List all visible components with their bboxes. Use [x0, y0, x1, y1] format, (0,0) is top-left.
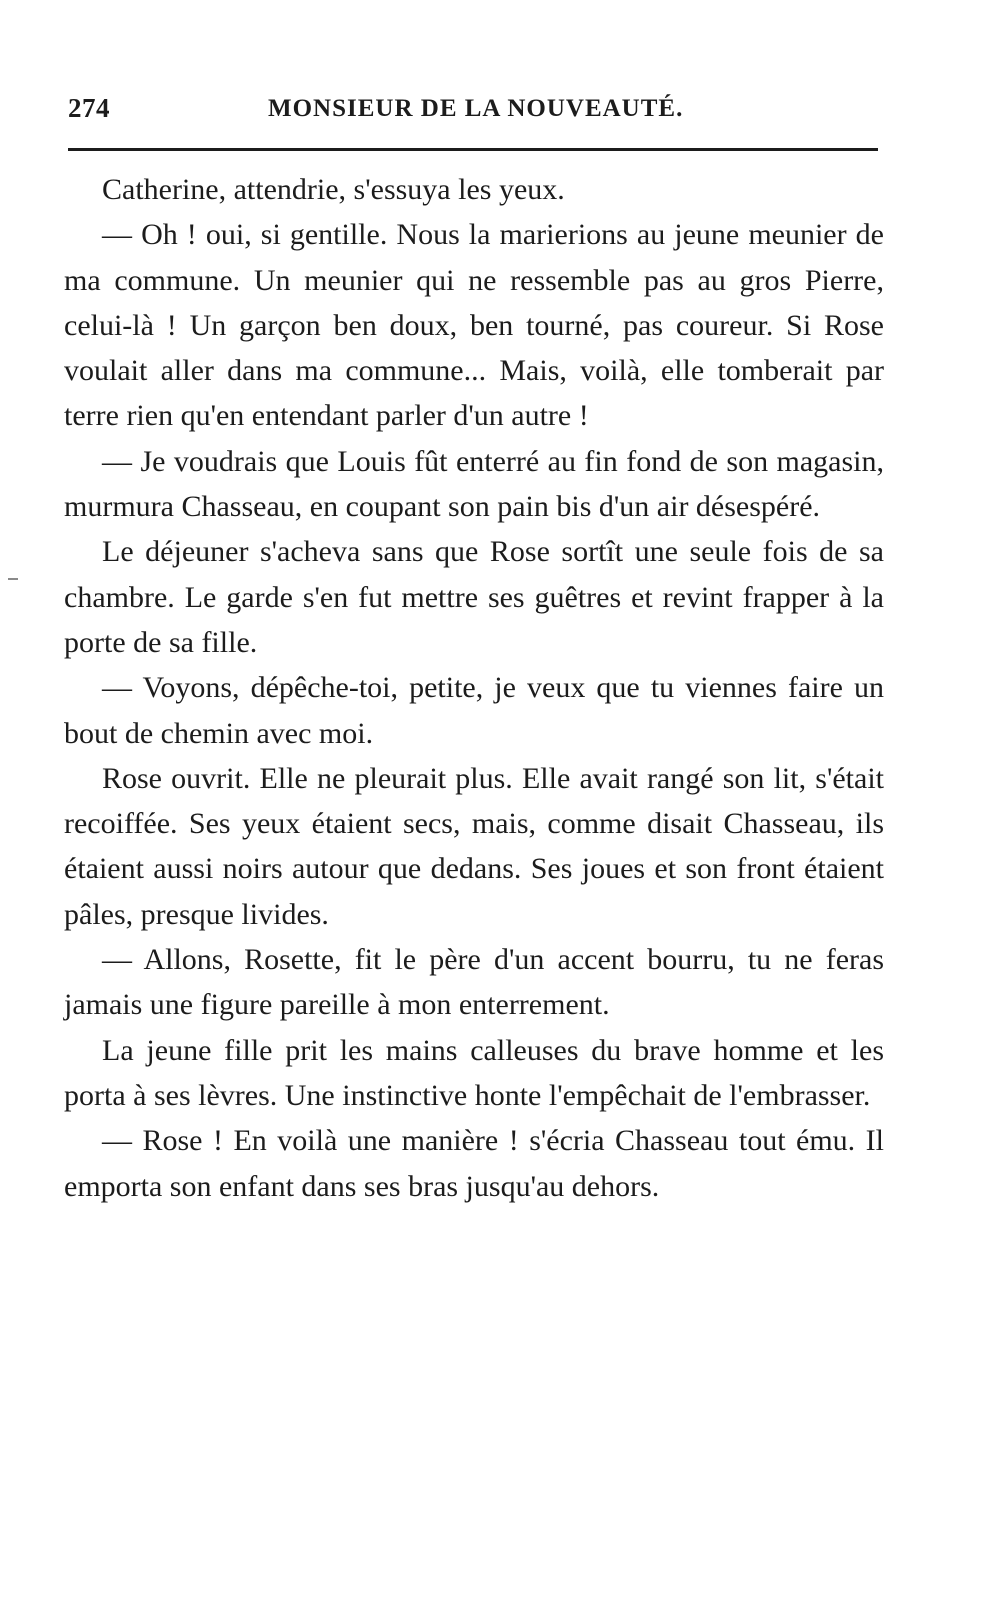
running-title: MONSIEUR DE LA NOUVEAUTÉ. — [268, 95, 684, 122]
paragraph: — Allons, Rosette, fit le père d'un accent bourru, tu ne feras jamais une figure pareille à mon enterrement. — [64, 943, 884, 1022]
paragraph: Le déjeuner s'acheva sans que Rose sortît une seule fois de sa chambre. Le garde s'en fut mettre ses guêtres et revint frapper à la porte de sa fille. — [64, 535, 884, 659]
paragraph: — Voyons, dépêche-toi, petite, je veux que tu viennes faire un bout de chemin avec moi. — [64, 671, 884, 750]
paragraph: La jeune fille prit les mains calleuses du brave homme et les porta à ses lèvres. Une instinctive honte l'empêchait de l'embrasser. — [64, 1033, 884, 1112]
page-number: 274 — [68, 93, 110, 123]
paragraph: — Rose ! En voilà une manière ! s'écria Chasseau tout ému. Il emporta son enfant dans ses bras jusqu'au dehors. — [64, 1124, 884, 1203]
paragraph: — Oh ! oui, si gentille. Nous la marierions au jeune meunier de ma commune. Un meunier qui ne ressemble pas au gros Pierre, celui-là ! Un garçon ben doux, ben tourné, pas coureur. Si Rose voulait aller dans ma commune... Mais, voilà, elle tomberait par terre rien qu'en entendant parler d'un autre ! — [64, 218, 884, 433]
margin-mark — [8, 578, 18, 580]
page-header — [68, 93, 878, 133]
paragraph: Catherine, attendrie, s'essuya les yeux. — [102, 173, 565, 206]
paragraph: Rose ouvrit. Elle ne pleurait plus. Elle avait rangé son lit, s'était recoiffée. Ses yeux étaient secs, mais, comme disait Chasseau, ils étaient aussi noirs autour que dedans. Ses joues et son front étaient pâles, presque livides. — [64, 761, 884, 931]
body-text — [64, 167, 884, 1209]
paragraph: — Je voudrais que Louis fût enterré au fin fond de son magasin, murmura Chasseau, en coupant son pain bis d'un air désespéré. — [64, 444, 884, 524]
header-rule — [68, 148, 878, 151]
